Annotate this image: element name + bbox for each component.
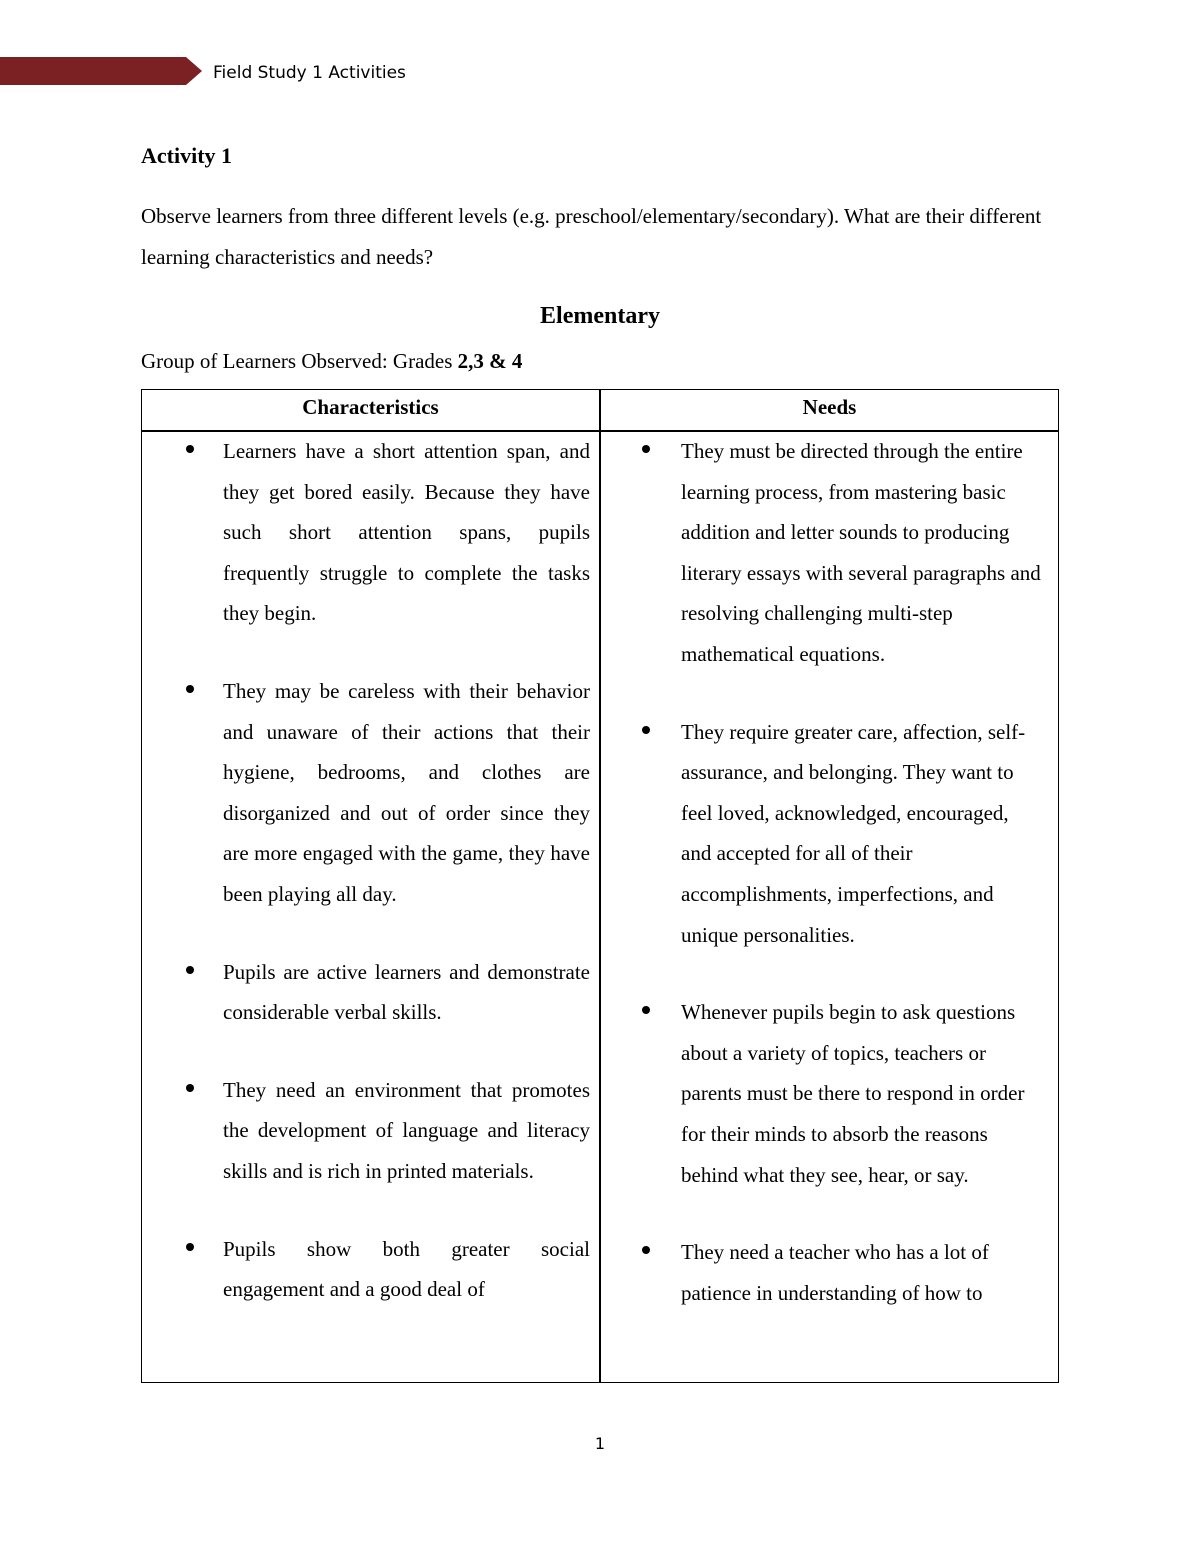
bullet-icon: [642, 1246, 650, 1254]
list-item: They may be careless with their behavior and unaware of their actions that their hygiene, bedrooms, and clothes are disorganized and out of order since they are more engaged with the game, they have been playing all day.: [186, 671, 590, 915]
list-item: They require greater care, affection, self-assurance, and belonging. They want to feel loved, acknowledged, encouraged, and accepted for all of their accomplishments, imperfections, and unique personalities.: [642, 712, 1042, 956]
bullet-icon: [642, 1006, 650, 1014]
page-number: 1: [594, 1434, 606, 1453]
table-column-divider: [599, 390, 601, 1382]
bullet-icon: [642, 445, 650, 453]
bullet-icon: [186, 1084, 194, 1092]
bullet-icon: [186, 966, 194, 974]
bullet-icon: [642, 726, 650, 734]
list-item: Learners have a short attention span, and they get bored easily. Because they have such short attention spans, pupils frequently struggle to complete the tasks they begin.: [186, 431, 590, 634]
group-observed-line: [141, 349, 522, 374]
bullet-icon: [186, 685, 194, 693]
bullet-icon: [186, 445, 194, 453]
list-item: Whenever pupils begin to ask questions about a variety of topics, teachers or parents must be there to respond in order for their minds to absorb the reasons behind what they see, hear, or say.: [642, 992, 1042, 1195]
list-item: Pupils are active learners and demonstrate considerable verbal skills.: [186, 952, 590, 1033]
column-header-characteristics: Characteristics: [302, 395, 439, 419]
bullet-icon: [186, 1243, 194, 1251]
list-item: Pupils show both greater social engagement and a good deal of: [186, 1229, 590, 1310]
group-grades: 2,3 & 4: [457, 349, 523, 373]
activity-title: Activity 1: [141, 143, 233, 168]
activity-instructions: Observe learners from three different levels (e.g. preschool/elementary/secondary). What are their different learning characteristics and needs?: [141, 204, 1042, 269]
header-accent-band: [0, 57, 202, 85]
list-item: They need a teacher who has a lot of patience in understanding of how to: [642, 1232, 1042, 1313]
list-item: They must be directed through the entire learning process, from mastering basic addition and letter sounds to producing literary essays with several paragraphs and resolving challenging multi-step mathematical equations.: [642, 431, 1042, 675]
section-heading: Elementary: [540, 303, 660, 329]
characteristics-list: [186, 431, 590, 1347]
group-label: Group of Learners Observed: Grades: [141, 349, 458, 373]
observation-table: [141, 389, 1059, 1383]
needs-list: [642, 431, 1042, 1350]
list-item: They need an environment that promotes the development of language and literacy skills and is rich in printed materials.: [186, 1070, 590, 1192]
column-header-needs: Needs: [802, 395, 857, 419]
document-header-title: Field Study 1 Activities: [213, 63, 406, 83]
